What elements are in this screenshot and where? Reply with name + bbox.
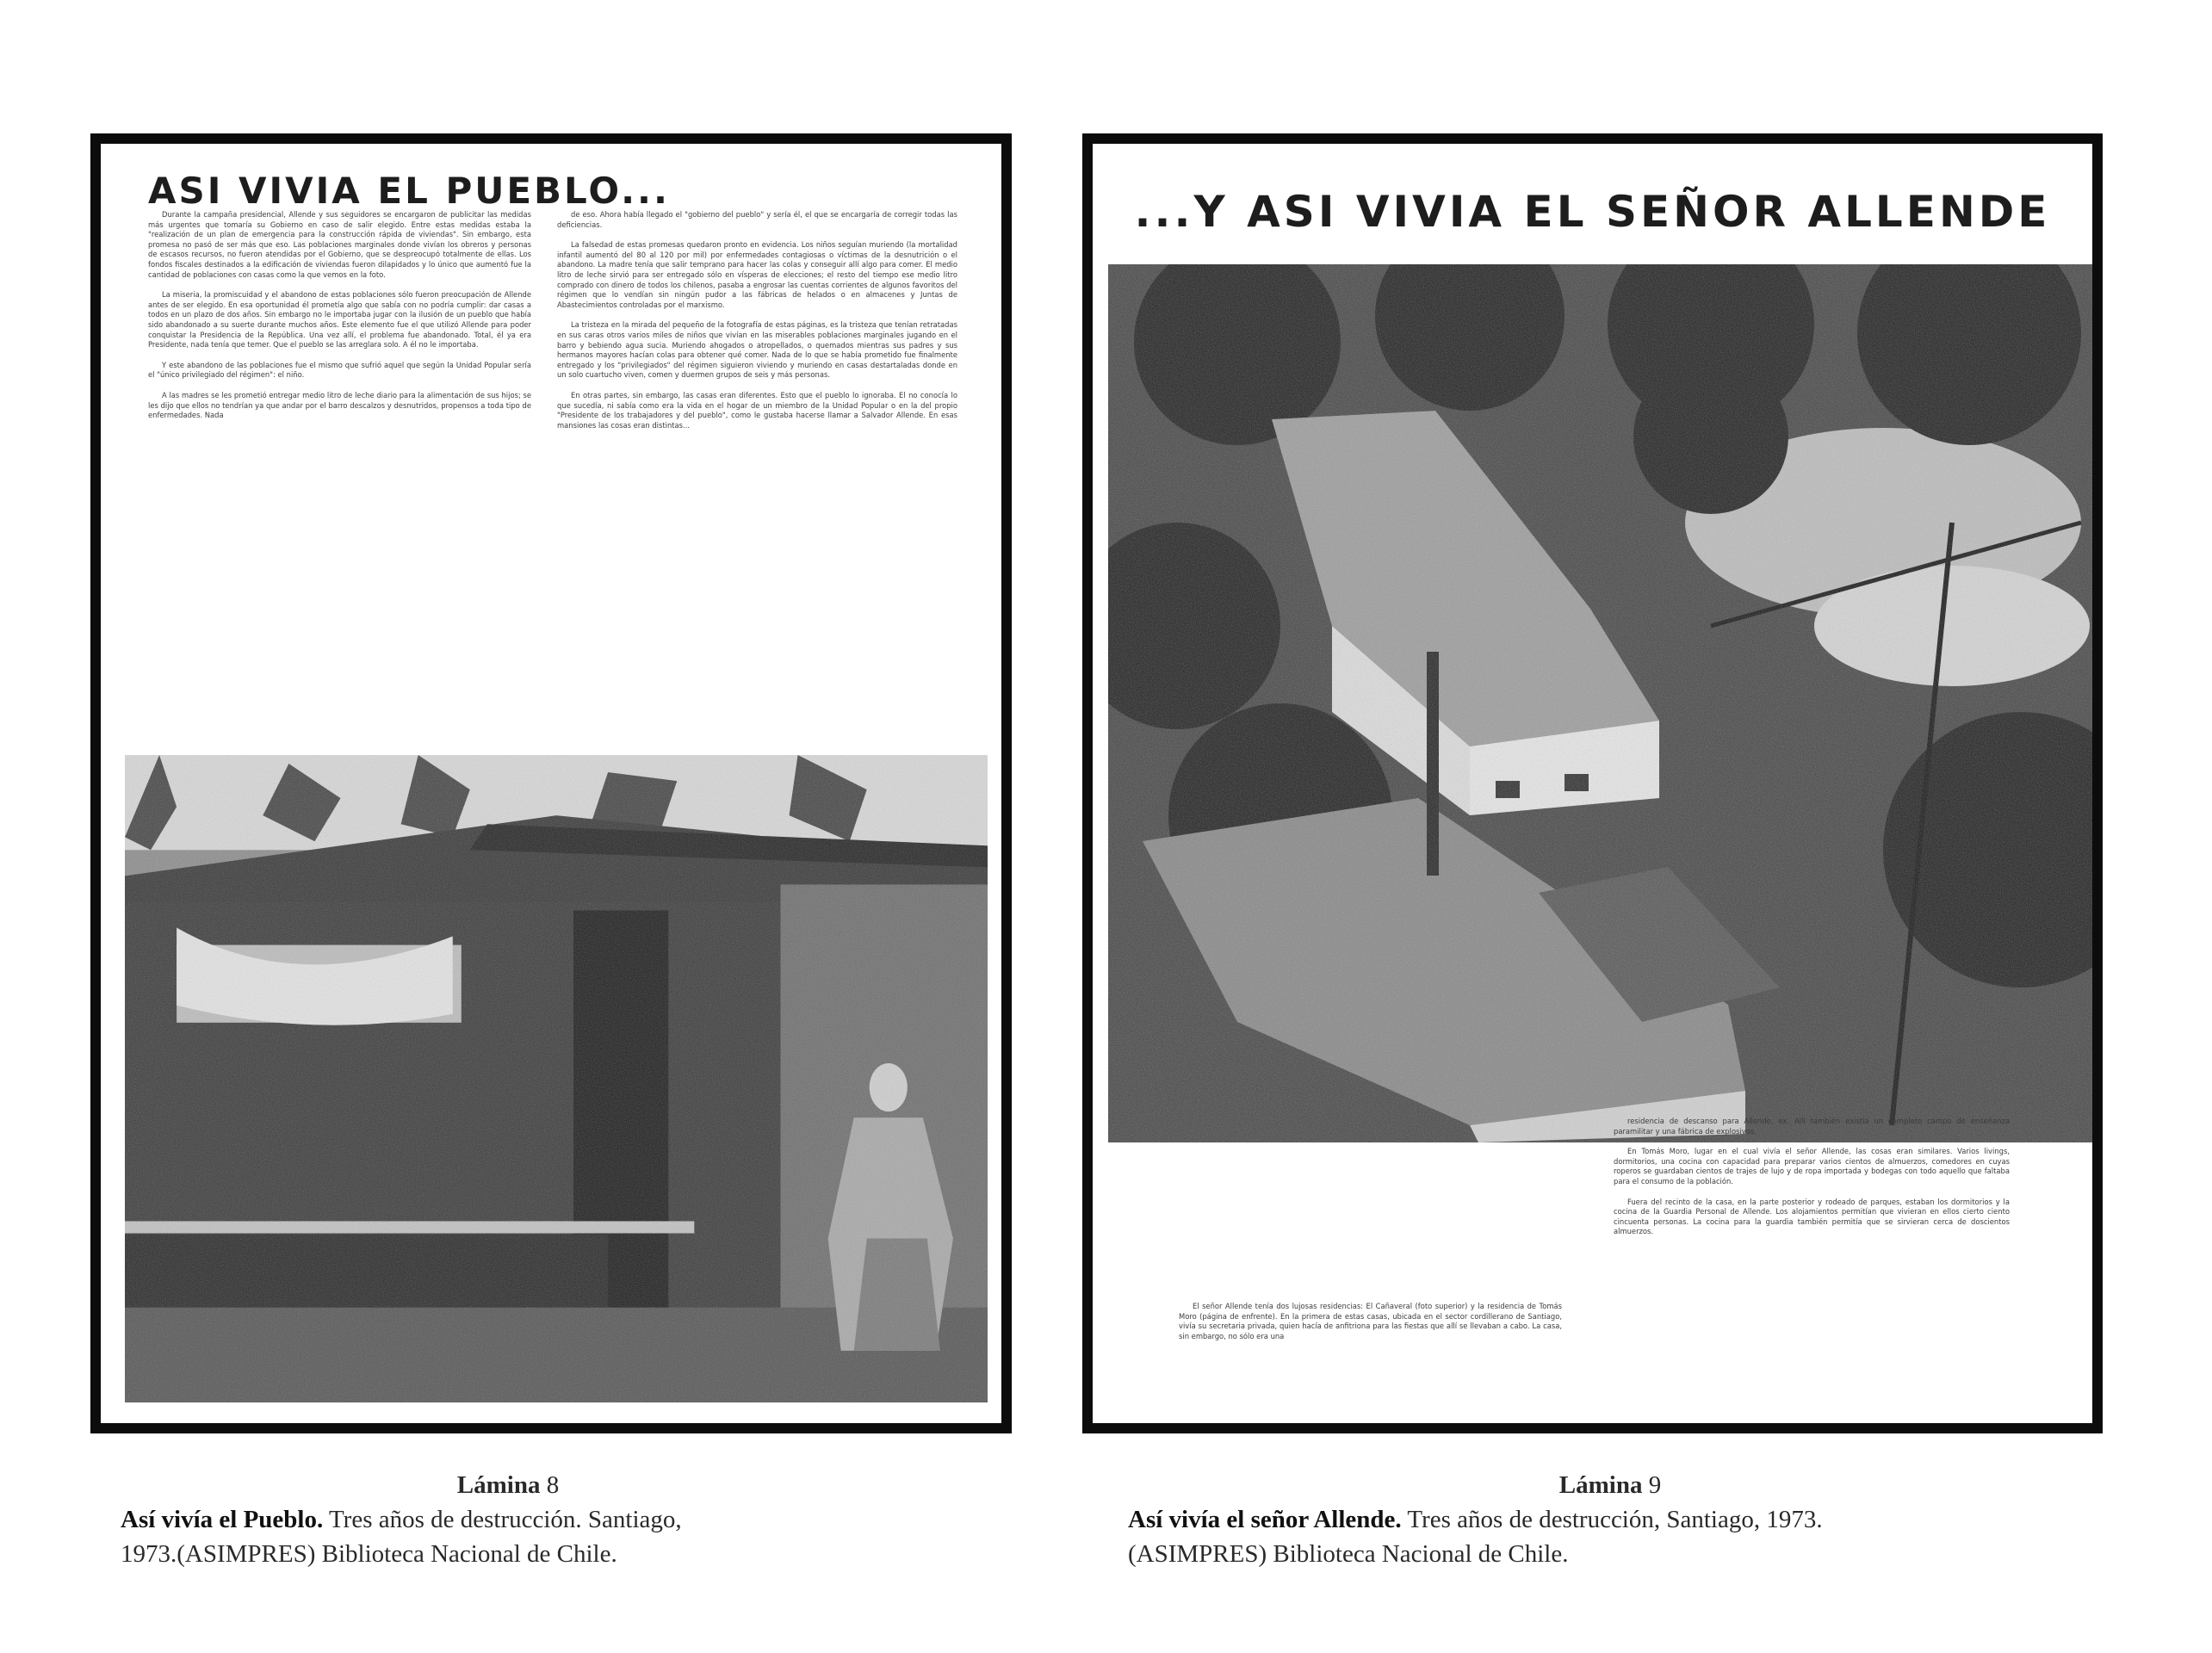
plate-9-newspaper-page [1082,133,2103,1433]
shanty-house-photo-graphic [125,755,988,1402]
caption-source-line-2: (ASIMPRES) Biblioteca Nacional de Chile. [1128,1540,1569,1568]
lamina-label-text: Lámina [1558,1471,1643,1499]
article-paragraph: La miseria, la promiscuidad y el abandono de estas poblaciones sólo fueron preocupación de Allende antes de ser elegido. En esa oportunidad él prometía algo que sabía con no podría cumplir: dar casas a todos en un plazo de dos años. Sin embargo no le importaba jugar con la ilusión de un pueblo que había sido abandonado a su suerte durante muchos años. Este elemento fue el que utilizó Allende para poder conquistar la Presidencia de la República. Una vez allí, el problema fue abandonado. Total, él ya era Presidente, nada tenía que temer. Que el pueblo se las arreglara solo. A él no le importaba. [148,290,531,350]
caption-source-line-2: 1973.(ASIMPRES) Biblioteca Nacional de Chile. [121,1540,617,1568]
lamina-label-text: Lámina [456,1471,541,1499]
article-paragraph: En Tomás Moro, lugar en el cual vivía el señor Allende, las cosas eran similares. Varios livings, dormitorios, una cocina con capacidad para preparar varios cientos de almuerzos, comedores en cuyas roperos se guardaban cientos de trajes de lujo y de ropa importada y bodegas con todo aquello que faltaba para el consumo de la población. [1614,1147,2010,1186]
caption-source: Tres años de destrucción, Santiago, 1973. [1407,1506,1823,1533]
plate-8-text-column-1 [148,210,531,431]
plate-8-newspaper-page [90,133,1012,1433]
caption-source: Tres años de destrucción. Santiago, [328,1506,682,1533]
lamina-9-description [1128,1502,2092,1571]
caption-lamina-8 [121,1468,895,1571]
article-paragraph: La falsedad de estas promesas quedaron pronto en evidencia. Los niños seguían muriendo (la mortalidad infantil aumentó del 80 al 120 por mil) por enfermedades contagiosas o víctimas de la desnutrición o el abandono. La madre tenía que salir temprano para hacer las colas y conseguir allí algo para comer. El medio litro de leche sirvió para ser entregado sólo en vísperas de elecciones; el resto del tiempo ese medio litro comprado con dinero de todos los chilenos, pasaba a engrosar las cuentas corrientes de algunos favoritos del régimen que lo vendían sin ningún pudor a las fábricas de helados o en almacenes y Juntas de Abastecimientos controladas por el marxismo. [557,240,957,309]
plate-9-text-column-1 [1179,1302,1562,1352]
article-paragraph: Y este abandono de las poblaciones fue el mismo que sufrió aquel que según la Unidad Popular sería el "único privilegiado del régimen": el niño. [148,360,531,380]
lamina-number: 9 [1648,1471,1662,1499]
article-paragraph: Fuera del recinto de la casa, en la parte posterior y rodeado de parques, estaban los dormitorios y la cocina de la Guardia Personal de Allende. Los alojamientos permitían que vivieran en ellos cierto ciento cincuenta personas. La cocina para la guardia también permitía que se sirvieran cerca de doscientos almuerzos. [1614,1197,2010,1236]
lamina-8-label [121,1468,895,1502]
plate-8-text-column-2 [557,210,957,441]
caption-title-bold: Así vivía el Pueblo. [121,1506,324,1533]
allende-residence-photo [1108,264,2094,1142]
lamina-8-description [121,1502,895,1571]
article-paragraph: residencia de descanso para Allende, ex. Allí también existía un completo campo de enseñanza paramilitar y una fábrica de explosivos. [1614,1117,2010,1136]
article-paragraph: Durante la campaña presidencial, Allende y sus seguidores se encargaron de publicitar las medidas más urgentes que tomaría su Gobierno en caso de salir elegido. Entre estas medidas estaba la "realización de un plan de emergencia para la construcción rápida de viviendas". Sin embargo, esta promesa no pasó de ser más que eso. Las poblaciones marginales donde vivían los obreros y personas de escasos recursos, no fueron atendidas por el Gobierno, que se despreocupó totalmente de ellas. Los fondos fiscales destinados a la edificación de viviendas fueron dilapidados y lo único que aumentó fue la cantidad de poblaciones con casas como la que vemos en la foto. [148,210,531,279]
article-paragraph: El señor Allende tenía dos lujosas residencias: El Cañaveral (foto superior) y la residencia de Tomás Moro (página de enfrente). En la primera de estas casas, ubicada en el sector cordillerano de Santiago, vivía su secretaria privada, quien hacía de anfitriona para las fiestas que allí se llevaban a cabo. La casa, sin embargo, no sólo era una [1179,1302,1562,1340]
plate-9-headline: ...Y ASI VIVIA EL SEÑOR ALLENDE [1134,187,2051,237]
caption-lamina-9 [1128,1468,2092,1571]
article-paragraph: A las madres se les prometió entregar medio litro de leche diario para la alimentación de sus hijos; se les dijo que ellos no tendrían ya que andar por el barro descalzos y desnutridos, propensos a toda tipo de enfermedades. Nada [148,390,531,420]
article-paragraph: La tristeza en la mirada del pequeño de la fotografía de estas páginas, es la tristeza que tenían retratadas en sus caras otros varios miles de niños que vivían en las miserables poblaciones marginales jugando en el barro y bebiendo agua sucia. Muriendo ahogados o atropellados, o quemados mientras sus padres y sus hermanos mayores hacían colas para obtener qué comer. Nada de lo que se había prometido fue finalmente entregado y los "privilegiados" del régimen siguieron viviendo y muriendo en casas destartaladas donde en un solo cuartucho viven, comen y duermen grupos de seis y más personas. [557,320,957,380]
article-paragraph: de eso. Ahora había llegado el "gobierno del pueblo" y sería él, el que se encargaría de corregir todas las deficiencias. [557,210,957,229]
plate-9-text-column-2 [1614,1117,2010,1247]
lamina-number: 8 [546,1471,560,1499]
shanty-house-photo [125,755,988,1402]
lamina-9-label [1128,1468,2092,1502]
plate-8-headline: ASI VIVIA EL PUEBLO... [148,170,670,212]
article-paragraph: En otras partes, sin embargo, las casas eran diferentes. Esto que el pueblo lo ignoraba. El no conocía lo que sucedía, ni sabía como era la vida en el hogar de un miembro de la Unidad Popular o en la del propio "Presidente de los trabajadores y del pueblo", como le gustaba hacerse llamar a Salvador Allende. En esas mansiones las cosas eran distintas... [557,390,957,430]
allende-residence-photo-graphic [1108,264,2094,1142]
caption-title-bold: Así vivía el señor Allende. [1128,1506,1402,1533]
